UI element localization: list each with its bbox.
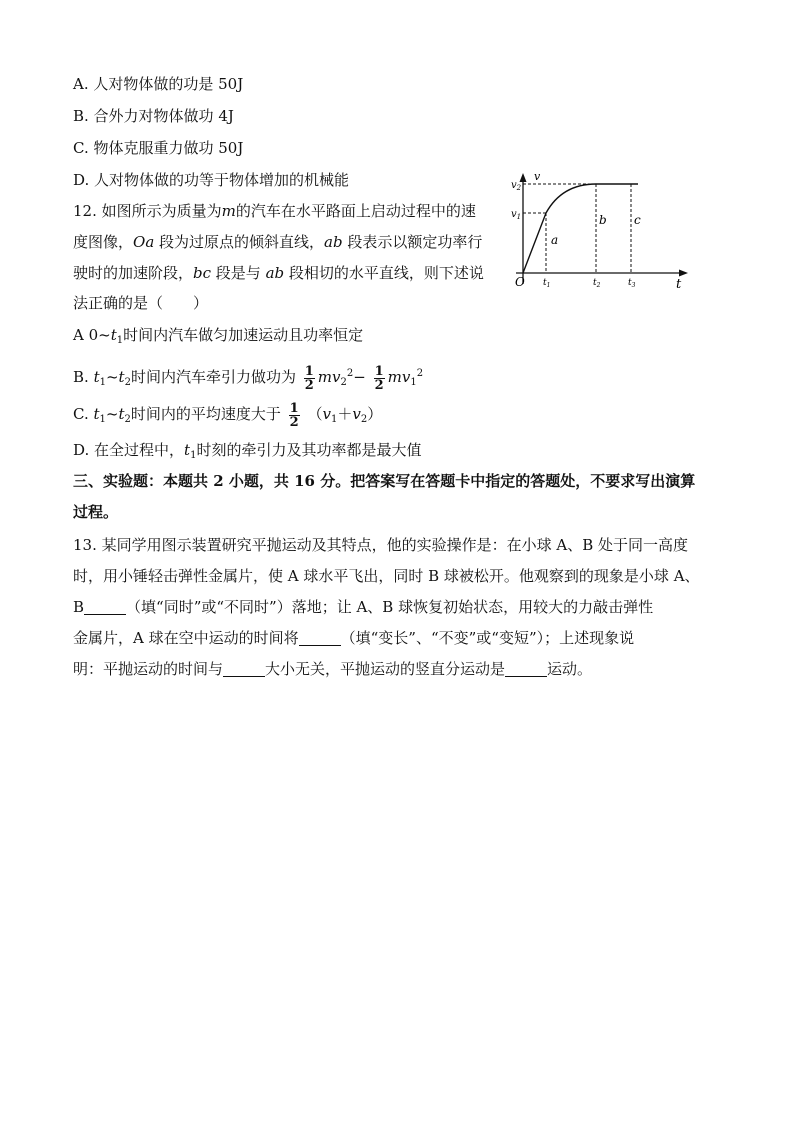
- t2-label: $t_2$: [593, 278, 601, 289]
- velocity-time-graph: [508, 166, 690, 292]
- v1-label: $v_1$: [511, 209, 522, 221]
- fraction-half-3: $\frac{1}{2}$: [289, 400, 299, 430]
- section3-heading-line2: 过程。: [73, 503, 119, 521]
- q13-line1: 13. 某同学用图示装置研究平抛运动及其特点，他的实验操作是：在小球 A、B 处于同一高度: [73, 536, 689, 554]
- q13-line2: 时，用小锤轻击弹性金属片，使 A 球水平飞出，同时 B 球被松开。他观察到的现象是小球 A、: [73, 567, 700, 585]
- origin-label: O: [515, 275, 525, 289]
- q11-option-b: B. 合外力对物体做功 4J: [73, 107, 234, 125]
- point-b-label: b: [599, 213, 607, 227]
- point-c-label: c: [634, 213, 641, 227]
- q12-stem-line4: 法正确的是（ ）: [73, 294, 209, 312]
- v-axis-label: v: [534, 170, 541, 183]
- point-a-label: a: [551, 233, 559, 247]
- q12-option-b: B. $t_1\sim t_2$时间内汽车牵引力做功为 $\frac{1}{2}$ $mv_2^2-$ $\frac{1}{2}$ $mv_1^2$: [73, 363, 424, 393]
- velocity-curve: [523, 184, 638, 273]
- q11-option-a: A. 人对物体做的功是 50J: [73, 75, 244, 93]
- fraction-half-2: $\frac{1}{2}$: [374, 363, 384, 393]
- answer-blank-3[interactable]: [223, 662, 265, 677]
- q13-line3: B （填“同时”或“不同时”）落地；让 A、B 球恢复初始状态，用较大的力敲击弹性: [73, 598, 654, 616]
- q12-stem-line3: 驶时的加速阶段，bc 段是与 ab 段相切的水平直线，则下述说: [73, 264, 484, 282]
- answer-blank-4[interactable]: [505, 662, 547, 677]
- v-axis-arrow: [520, 173, 527, 182]
- q12-option-d: D. 在全过程中，$t_1$时刻的牵引力及其功率都是最大值: [73, 441, 422, 461]
- q12-option-a: A $0\sim t_1$时间内汽车做匀加速运动且功率恒定: [73, 326, 364, 346]
- answer-blank-2[interactable]: [299, 631, 341, 646]
- q11-option-d: D. 人对物体做的功等于物体增加的机械能: [73, 171, 350, 189]
- q13-line5: 明：平抛运动的时间与 大小无关，平抛运动的竖直分运动是 运动。: [73, 660, 593, 678]
- t3-label: $t_3$: [628, 278, 636, 289]
- q11-option-c: C. 物体克服重力做功 50J: [73, 139, 244, 157]
- t1-label: $t_1$: [543, 278, 551, 289]
- v2-label: $v_2$: [511, 180, 522, 192]
- fraction-half: $\frac{1}{2}$: [304, 363, 314, 393]
- q12-stem-line1: 12. 如图所示为质量为m的汽车在水平路面上启动过程中的速: [73, 202, 476, 220]
- answer-blank-1[interactable]: [84, 600, 126, 615]
- q13-line4: 金属片，A 球在空中运动的时间将 （填“变长”、“不变”或“变短”）；上述现象说: [73, 629, 635, 647]
- q12-option-c: C. $t_1\sim t_2$时间内的平均速度大于 $\frac{1}{2}$ $(v_1+v_2)$: [73, 400, 383, 430]
- section3-heading-line1: 三、实验题：本题共 2 小题，共 16 分。把答案写在答题卡中指定的答题处，不要求写出演算: [73, 472, 696, 490]
- t-axis-arrow: [679, 270, 688, 277]
- t-axis-label: t: [676, 277, 682, 292]
- q12-stem-line2: 度图像，Oa 段为过原点的倾斜直线，ab 段表示以额定功率行: [73, 233, 483, 251]
